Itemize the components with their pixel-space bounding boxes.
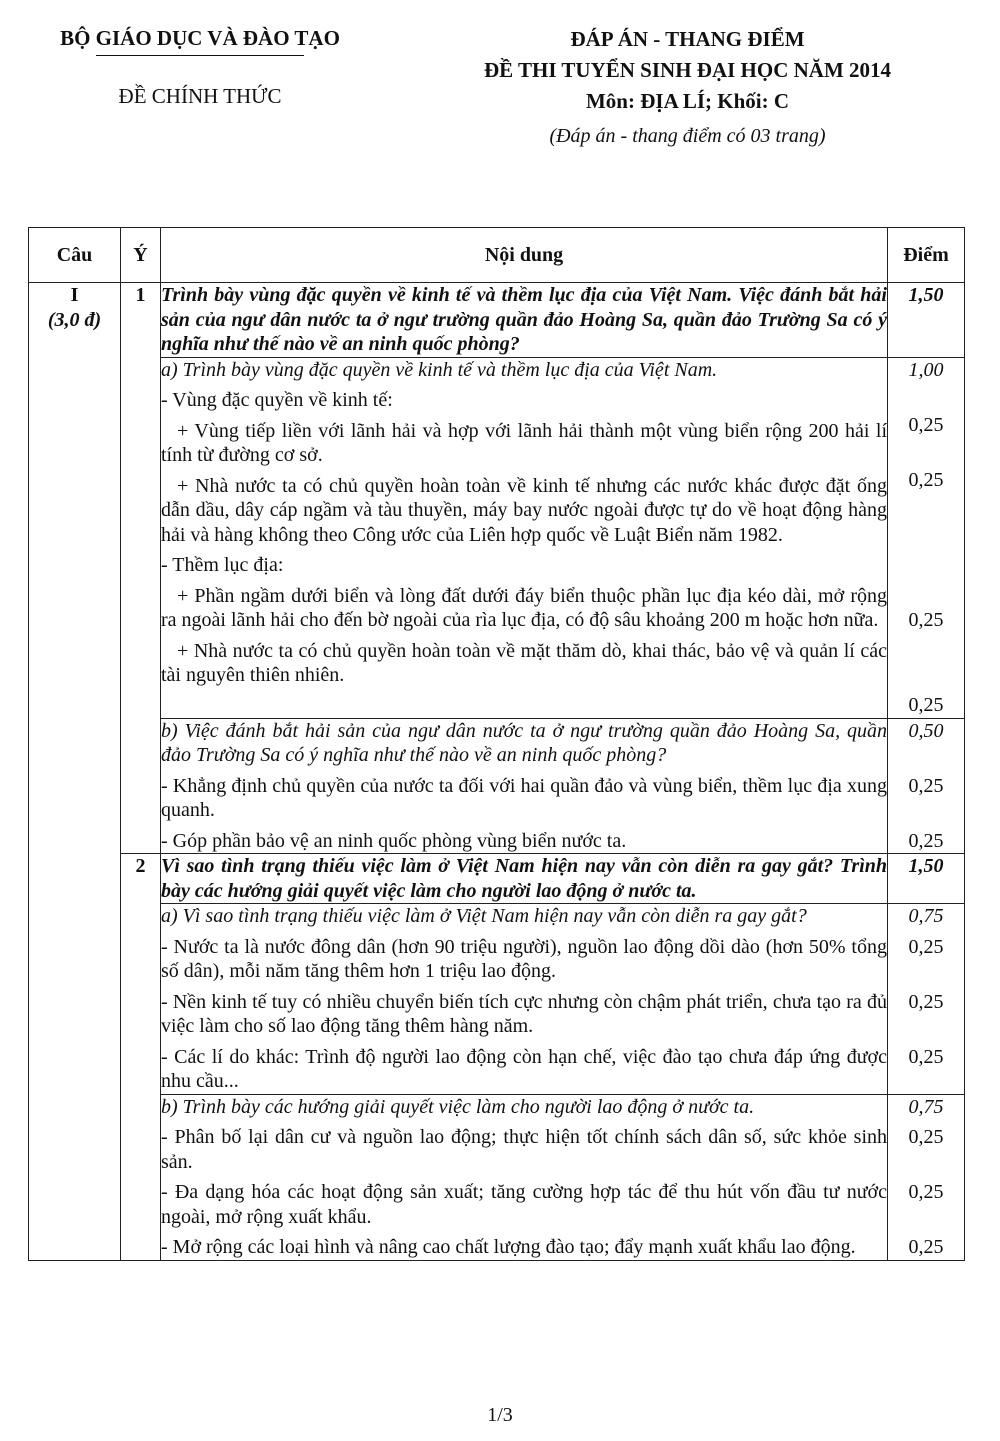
header-points: Điểm (888, 228, 965, 283)
y2-a-item-1: - Nước ta là nước đông dân (hơn 90 triệu người), nguồn lao động dồi dào (hơn 50% tổng số dân), mỗi năm tăng thêm hơn 1 triệu lao động. (161, 935, 887, 982)
y1-part-a-points (888, 357, 965, 718)
y2-b-item-1: - Phân bố lại dân cư và nguồn lao động; thực hiện tốt chính sách dân số, sức khỏe sinh sản. (161, 1126, 887, 1173)
answer-table (28, 227, 965, 1261)
y2-a-item-2: - Nền kinh tế tuy có nhiều chuyển biến tích cực nhưng còn chậm phát triển, chưa tạo ra đủ việc làm cho số lao động tăng thêm hàng năm. (161, 990, 887, 1037)
table-row (29, 904, 965, 1095)
y2-b-item-1-points: 0,25 (908, 1126, 944, 1148)
exam-title: ĐỀ THI TUYỂN SINH ĐẠI HỌC NĂM 2014 (483, 58, 892, 82)
question-cell (29, 283, 121, 1261)
y2-part-b-points (888, 1094, 965, 1260)
y1-a-item-1: + Vùng tiếp liền với lãnh hải và hợp với lãnh hải thành một vùng biển rộng 200 hải lí tính từ đường cơ sở. (161, 419, 887, 466)
y2-a-item-1-points: 0,25 (908, 935, 944, 958)
table-row (29, 357, 965, 718)
y1-part-a-title: a) Trình bày vùng đặc quyền về kinh tế và thềm lục địa của Việt Nam. (161, 358, 718, 381)
y2-part-a-content (161, 904, 888, 1095)
y2-part-a-points (888, 904, 965, 1095)
y1-a-item-3-points: 0,25 (908, 609, 944, 631)
y2-question-points: 1,50 (888, 854, 965, 904)
table-row (29, 718, 965, 854)
y2-a-item-3-points: 0,25 (908, 1045, 944, 1068)
y2-b-item-2-points: 0,25 (908, 1181, 944, 1203)
document-title: ĐÁP ÁN - THANG ĐIỂM (570, 27, 805, 51)
question-total-points: (3,0 đ) (47, 308, 102, 331)
subject-line: Môn: ĐỊA LÍ; Khối: C (585, 89, 790, 113)
table-header-row (29, 228, 965, 283)
y2-a-total-points: 0,75 (908, 905, 944, 927)
y1-question: Trình bày vùng đặc quyền về kinh tế và thềm lục địa của Việt Nam. Việc đánh bắt hải sản của ngư dân nước ta ở ngư trường quần đảo Hoàng Sa, quần đảo Trường Sa có ý nghĩa như thế nào về an ninh quốc phòng? (161, 284, 887, 355)
y2-a-item-3: - Các lí do khác: Trình độ người lao động còn hạn chế, việc đào tạo chưa đáp ứng được nhu cầu... (161, 1045, 887, 1092)
y1-part-b-points (888, 718, 965, 854)
table-row (29, 283, 965, 358)
y1-number: 1 (121, 283, 161, 854)
header-content: Nội dung (161, 228, 888, 283)
y2-b-item-3-points: 0,25 (908, 1236, 944, 1258)
y2-number: 2 (121, 854, 161, 1261)
header-right (450, 24, 925, 148)
y2-part-b-content (161, 1094, 888, 1260)
ministry-name: BỘ GIÁO DỤC VÀ ĐÀO TẠO (60, 26, 340, 50)
y1-a-item-1-points: 0,25 (908, 413, 944, 436)
y2-part-b-title: b) Trình bày các hướng giải quyết việc làm cho người lao động ở nước ta. (161, 1095, 755, 1118)
y2-b-item-2: - Đa dạng hóa các hoạt động sản xuất; tăng cường hợp tác để thu hút vốn đầu tư nước ngoài, mở rộng xuất khẩu. (161, 1181, 887, 1228)
header-left (30, 24, 370, 109)
question-number: I (70, 284, 79, 306)
y1-a-item-2-points: 0,25 (908, 468, 944, 491)
table-row (29, 854, 965, 904)
y1-a-heading-eez: - Vùng đặc quyền về kinh tế: (161, 389, 393, 411)
header-cau: Câu (29, 228, 121, 283)
y1-part-b-content (161, 718, 888, 854)
y1-a-item-4: + Nhà nước ta có chủ quyền hoàn toàn về mặt thăm dò, khai thác, bảo vệ và quản lí các tài nguyên thiên nhiên. (161, 639, 887, 686)
y2-b-total-points: 0,75 (908, 1095, 944, 1118)
y2-a-item-2-points: 0,25 (908, 990, 944, 1013)
header-y: Ý (121, 228, 161, 283)
y1-a-item-2: + Nhà nước ta có chủ quyền hoàn toàn về kinh tế nhưng các nước khác được đặt ống dẫn dầu, dây cáp ngầm và tàu thuyền, máy bay nước ngoài được tự do về hoạt động hàng hải và hàng không theo Công ước của Liên hợp quốc về Luật Biển năm 1982. (161, 474, 887, 546)
y1-question-points: 1,50 (888, 283, 965, 358)
y2-b-item-3: - Mở rộng các loại hình và nâng cao chất lượng đào tạo; đẩy mạnh xuất khẩu lao động. (161, 1236, 856, 1258)
y1-b-item-2: - Góp phần bảo vệ an ninh quốc phòng vùng biển nước ta. (161, 829, 627, 852)
y1-b-item-2-points: 0,25 (908, 829, 944, 852)
y1-b-total-points: 0,50 (908, 719, 944, 742)
page-count-note: (Đáp án - thang điểm có 03 trang) (549, 125, 826, 147)
y1-a-item-3: + Phần ngầm dưới biển và lòng đất dưới đáy biển thuộc phần lục địa kéo dài, mở rộng ra ngoài lãnh hải cho đến bờ ngoài của rìa lục địa, có độ sâu khoảng 200 m hoặc hơn nữa. (161, 584, 887, 631)
y1-b-item-1-points: 0,25 (908, 774, 944, 797)
y1-part-a-content (161, 357, 888, 718)
y1-b-item-1: - Khẳng định chủ quyền của nước ta đối với hai quần đảo và vùng biển, thềm lục địa xung quanh. (161, 774, 887, 821)
official-label: ĐỀ CHÍNH THỨC (118, 84, 282, 108)
y1-a-item-4-points: 0,25 (908, 694, 944, 716)
page-number: 1/3 (487, 1404, 513, 1426)
y1-a-total-points: 1,00 (908, 358, 944, 381)
table-row (29, 1094, 965, 1260)
header-divider (96, 55, 304, 56)
y1-part-b-title: b) Việc đánh bắt hải sản của ngư dân nước ta ở ngư trường quần đảo Hoàng Sa, quần đảo Trường Sa có ý nghĩa như thế nào về an ninh quốc phòng? (161, 719, 887, 766)
y1-a-heading-shelf: - Thềm lục địa: (161, 554, 284, 576)
y2-question: Vì sao tình trạng thiếu việc làm ở Việt Nam hiện nay vẫn còn diễn ra gay gắt? Trình bày các hướng giải quyết việc làm cho người lao động ở nước ta. (161, 855, 887, 902)
y2-part-a-title: a) Vì sao tình trạng thiếu việc làm ở Việt Nam hiện nay vẫn còn diễn ra gay gắt? (161, 905, 807, 927)
